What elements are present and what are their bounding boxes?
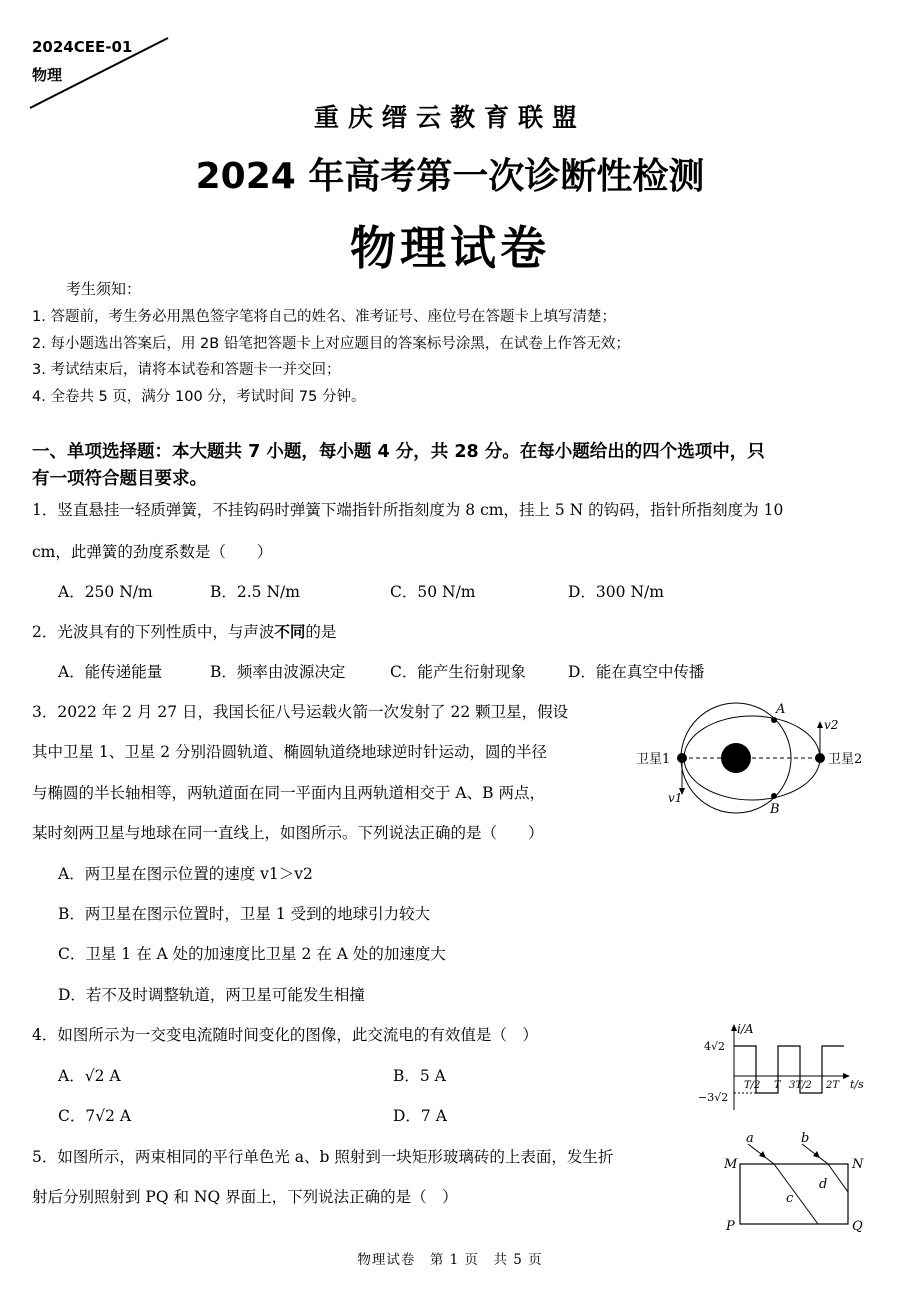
q1-option-d: D．300 N/m [568, 583, 664, 601]
ray-a-arrowhead [759, 1151, 766, 1158]
q3-option-c: C．卫星 1 在 A 处的加速度比卫星 2 在 A 处的加速度大 [58, 945, 446, 963]
q1-option-c: C．50 N/m [390, 583, 476, 601]
x-tick-t: T [774, 1080, 781, 1091]
point-b-dot [771, 793, 777, 799]
satellite-2-dot [815, 753, 825, 763]
q2-option-a: A．能传递能量 [58, 663, 163, 681]
notice-item: 3. 考试结束后，请将本试卷和答题卡一并交回； [32, 362, 341, 378]
notice-title: 考生须知： [66, 280, 142, 298]
q1-option-b: B．2.5 N/m [210, 583, 300, 601]
q5-stem: 5．如图所示，两束相同的平行单色光 a、b 照射到一块矩形玻璃砖的上表面，发生折 [32, 1148, 614, 1166]
section-heading: 一、单项选择题：本大题共 7 小题，每小题 4 分，共 28 分。在每小题给出的四个选项中，只 [32, 442, 765, 462]
label-q: Q [852, 1219, 863, 1234]
q2-option-b: B．频率由波源决定 [210, 663, 346, 681]
q3-option-d: D．若不及时调整轨道，两卫星可能发生相撞 [58, 986, 365, 1004]
x-tick-t-half: T/2 [744, 1080, 761, 1091]
q2-stem [32, 620, 336, 642]
label-m: M [724, 1157, 738, 1172]
x-tick-three-t-half: 3T/2 [789, 1080, 812, 1091]
label-n: N [852, 1157, 864, 1172]
page-footer: 物理试卷 第 1 页 共 5 页 [357, 1252, 543, 1268]
q3-stem: 3．2022 年 2 月 27 日，我国长征八号运载火箭一次发射了 22 颗卫星，假设 [32, 703, 569, 721]
ray-a-refracted [774, 1164, 818, 1224]
ray-b-arrowhead [813, 1151, 820, 1158]
x-tick-two-t: 2T [826, 1080, 840, 1091]
q4-option-a: A．√2 A [58, 1067, 121, 1085]
q2-stem-emphasis: 不同 [274, 622, 306, 641]
q1-stem: 1．竖直悬挂一轻质弹簧，不挂钩码时弹簧下端指针所指刻度为 8 cm，挂上 5 N 的钩码，指针所指刻度为 10 [32, 501, 784, 519]
q3-option-a: A．两卫星在图示位置的速度 v1＞v2 [58, 865, 313, 883]
point-a-dot [771, 717, 777, 723]
v2-label: v2 [824, 718, 839, 732]
section-heading-cont: 有一项符合题目要求。 [32, 469, 207, 489]
q3-option-b: B．两卫星在图示位置时，卫星 1 受到的地球引力较大 [58, 905, 431, 923]
q2-stem-pre: 2．光波具有的下列性质中，与声波 [32, 623, 275, 641]
q4-option-b: B．5 A [393, 1067, 446, 1085]
point-b-label: B [770, 802, 780, 817]
label-p: P [726, 1219, 735, 1234]
q4-stem: 4．如图所示为一交变电流随时间变化的图像，此交流电的有效值是（ ） [32, 1026, 538, 1044]
label-c: c [786, 1191, 794, 1206]
y-axis-label: i/A [737, 1022, 754, 1036]
q5-stem-cont: 射后分别照射到 PQ 和 NQ 界面上，下列说法正确的是（ ） [32, 1188, 458, 1206]
label-d: d [819, 1177, 828, 1192]
x-axis-arrowhead [843, 1073, 850, 1079]
ray-b-refracted [828, 1164, 848, 1192]
current-time-graph [696, 1020, 876, 1115]
satellite-1-dot [677, 753, 687, 763]
glass-block [740, 1164, 848, 1224]
glass-block-diagram [718, 1130, 878, 1235]
q1-stem-cont: cm，此弹簧的劲度系数是（ ） [32, 543, 273, 561]
notice-item: 1. 答题前，考生务必用黑色签字笔将自己的姓名、准考证号、座位号在答题卡上填写清楚； [32, 309, 616, 325]
satellite-1-label: 卫星1 [636, 752, 671, 767]
label-b: b [801, 1131, 810, 1146]
v2-arrowhead [817, 721, 823, 728]
q4-option-c: C．7√2 A [58, 1107, 132, 1125]
point-a-label: A [776, 702, 786, 717]
y-min-label: −3√2 [698, 1091, 729, 1104]
q3-stem-cont: 某时刻两卫星与地球在同一直线上，如图所示。下列说法正确的是（ ） [32, 824, 544, 842]
label-a: a [746, 1131, 754, 1146]
earth [721, 743, 751, 773]
q3-stem-cont: 其中卫星 1、卫星 2 分别沿圆轨道、椭圆轨道绕地球逆时针运动，圆的半径 [32, 743, 548, 761]
paper-title: 物理试卷 [350, 221, 550, 275]
x-axis-label: t/s [850, 1078, 864, 1091]
exam-code: 2024CEE-01 [32, 38, 133, 56]
q1-option-a: A．250 N/m [58, 583, 153, 601]
q2-stem-post: 的是 [305, 623, 337, 641]
notice-item: 2. 每小题选出答案后，用 2B 铅笔把答题卡上对应题目的答案标号涂黑，在试卷上作答无效； [32, 336, 630, 352]
union-name: 重庆缙云教育联盟 [313, 103, 586, 132]
subject-label: 物理 [32, 66, 63, 84]
satellite-2-label: 卫星2 [828, 752, 863, 767]
q2-option-c: C．能产生衍射现象 [390, 663, 526, 681]
exam-title: 2024 年高考第一次诊断性检测 [195, 156, 705, 197]
notice-item: 4. 全卷共 5 页，满分 100 分，考试时间 75 分钟。 [32, 389, 366, 405]
orbit-diagram [630, 695, 880, 825]
q4-option-d: D．7 A [393, 1107, 447, 1125]
q2-option-d: D．能在真空中传播 [568, 663, 705, 681]
q3-stem-cont: 与椭圆的半长轴相等，两轨道面在同一平面内且两轨道相交于 A、B 两点， [32, 784, 545, 802]
y-max-label: 4√2 [704, 1040, 726, 1053]
v1-label: v1 [668, 791, 683, 805]
